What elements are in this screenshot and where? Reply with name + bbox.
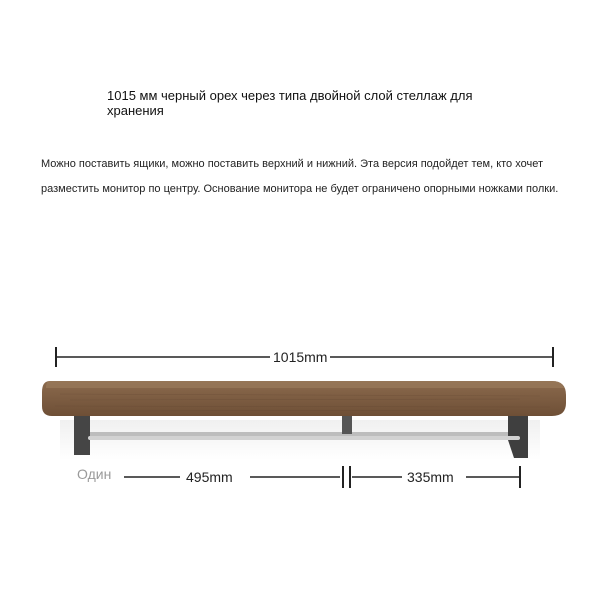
description-line-1: Можно поставить ящики, можно поставить верхний и нижний. Эта версия подойдет тем, кто хочет <box>41 158 544 170</box>
right-segment-dimension-label: 335mm <box>404 469 457 485</box>
front-rail <box>88 436 520 440</box>
watermark-text: Один <box>77 466 112 482</box>
left-segment-dimension-label: 495mm <box>183 469 236 485</box>
product-title: 1015 мм черный орех через типа двойной слой стеллаж для хранения <box>107 88 473 118</box>
middle-support <box>342 416 352 434</box>
shelf-surface-highlight <box>46 381 564 388</box>
left-leg <box>74 416 90 455</box>
description-line-2: разместить монитор по центру. Основание монитора не будет ограничено опорными ножками полки. <box>41 183 559 195</box>
overall-dimension-label: 1015mm <box>270 349 330 365</box>
